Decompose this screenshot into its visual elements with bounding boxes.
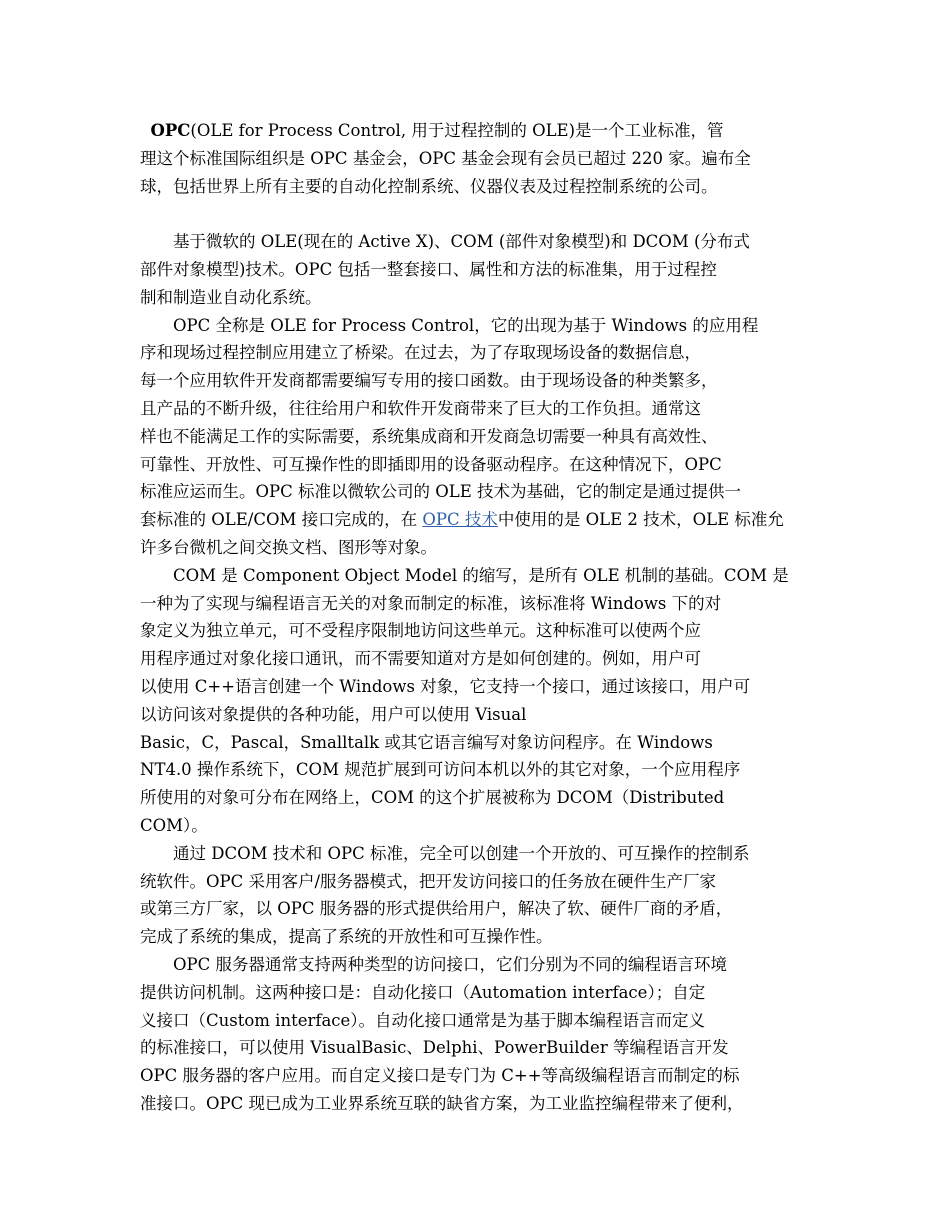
text-segment: 套标准的 OLE/COM 接口完成的，在 (140, 510, 423, 530)
paragraph-opc-definition (140, 312, 830, 562)
paragraph-com-definition (140, 562, 830, 840)
text-line: 的标准接口，可以使用 VisualBasic、Delphi、PowerBuilder 等编程语言开发 (140, 1038, 729, 1058)
text-line: OPC 服务器通常支持两种类型的访问接口，它们分别为不同的编程语言环境 (140, 954, 727, 974)
text-line: 提供访问机制。这两种接口是：自动化接口（Automation interface）；自定 (140, 982, 706, 1002)
text-line (140, 117, 830, 145)
paragraph-dcom-opc-system (140, 840, 830, 951)
text-line: 用程序通过对象化接口通讯，而不需要知道对方是如何创建的。例如，用户可 (140, 649, 701, 669)
text-line: OPC 服务器的客户应用。而自定义接口是专门为 C++等高级编程语言而制定的标 (140, 1066, 740, 1086)
paragraph-opc-interfaces (140, 951, 830, 1118)
text-line: 每一个应用软件开发商都需要编写专用的接口函数。由于现场设备的种类繁多， (140, 371, 718, 391)
text-line: 完成了系统的集成，提高了系统的开放性和可互操作性。 (140, 927, 553, 947)
text-line: 球，包括世界上所有主要的自动化控制系统、仪器仪表及过程控制系统的公司。 (140, 176, 718, 196)
text-line: 以访问该对象提供的各种功能，用户可以使用 Visual (140, 704, 527, 724)
text-line: 或第三方厂家，以 OPC 服务器的形式提供给用户，解决了软、硬件厂商的矛盾， (140, 899, 733, 919)
text-line: 理这个标准国际组织是 OPC 基金会，OPC 基金会现有会员已超过 220 家。遍布全 (140, 148, 751, 168)
text-line: OPC 全称是 OLE for Process Control，它的出现为基于 Windows 的应用程 (140, 315, 759, 335)
text-line: 样也不能满足工作的实际需要，系统集成商和开发商急切需要一种具有高效性、 (140, 426, 718, 446)
paragraph-gap (140, 200, 830, 228)
text-line: 以使用 C++语言创建一个 Windows 对象，它支持一个接口，通过该接口，用户可 (140, 676, 751, 696)
text-line (140, 506, 830, 534)
text-line: 制和制造业自动化系统。 (140, 287, 322, 307)
text-line: 义接口（Custom interface）。自动化接口通常是为基于脚本编程语言而定义 (140, 1010, 706, 1030)
text-line: Basic，C，Pascal，Smalltalk 或其它语言编写对象访问程序。在 Windows (140, 732, 713, 752)
text-line: COM）。 (140, 815, 208, 835)
text-line: COM 是 Component Object Model 的缩写，是所有 OLE 机制的基础。COM 是 (140, 565, 789, 585)
text-line: 准接口。OPC 现已成为工业界系统互联的缺省方案，为工业监控编程带来了便利， (140, 1093, 744, 1113)
text-segment: 中使用的是 OLE 2 技术，OLE 标准允 (497, 510, 784, 530)
text-line: 序和现场过程控制应用建立了桥梁。在过去，为了存取现场设备的数据信息， (140, 343, 701, 363)
text-line: 许多台微机之间交换文档、图形等对象。 (140, 537, 437, 557)
text-line: 所使用的对象可分布在网络上，COM 的这个扩展被称为 DCOM（Distributed (140, 788, 725, 808)
paragraph-technology-basis (140, 228, 830, 311)
text-line: 且产品的不断升级，往往给用户和软件开发商带来了巨大的工作负担。通常这 (140, 398, 701, 418)
text-segment: (OLE for Process Control, 用于过程控制的 OLE)是一个工业标准，管 (190, 121, 724, 140)
text-line: 部件对象模型)技术。OPC 包括一整套接口、属性和方法的标准集，用于过程控 (140, 259, 717, 279)
document-body (140, 117, 830, 1118)
text-line: 一种为了实现与编程语言无关的对象而制定的标准，该标准将 Windows 下的对 (140, 593, 722, 613)
text-line: 可靠性、开放性、可互操作性的即插即用的设备驱动程序。在这种情况下，OPC (140, 454, 722, 474)
text-line: 标准应运而生。OPC 标准以微软公司的 OLE 技术为基础，它的制定是通过提供一 (140, 482, 742, 502)
text-line: 象定义为独立单元，可不受程序限制地访问这些单元。这种标准可以使两个应 (140, 621, 701, 641)
opc-technology-link[interactable]: OPC 技术 (422, 510, 498, 530)
paragraph-opc-intro (140, 117, 830, 200)
text-line: 通过 DCOM 技术和 OPC 标准，完全可以创建一个开放的、可互操作的控制系 (140, 843, 750, 863)
text-line: NT4.0 操作系统下，COM 规范扩展到可访问本机以外的其它对象，一个应用程序 (140, 760, 741, 780)
text-line: 统软件。OPC 采用客户/服务器模式，把开发访问接口的任务放在硬件生产厂家 (140, 871, 717, 891)
text-line: 基于微软的 OLE(现在的 Active X)、COM (部件对象模型)和 DCOM (分布式 (140, 232, 750, 252)
opc-term: OPC (150, 121, 191, 140)
